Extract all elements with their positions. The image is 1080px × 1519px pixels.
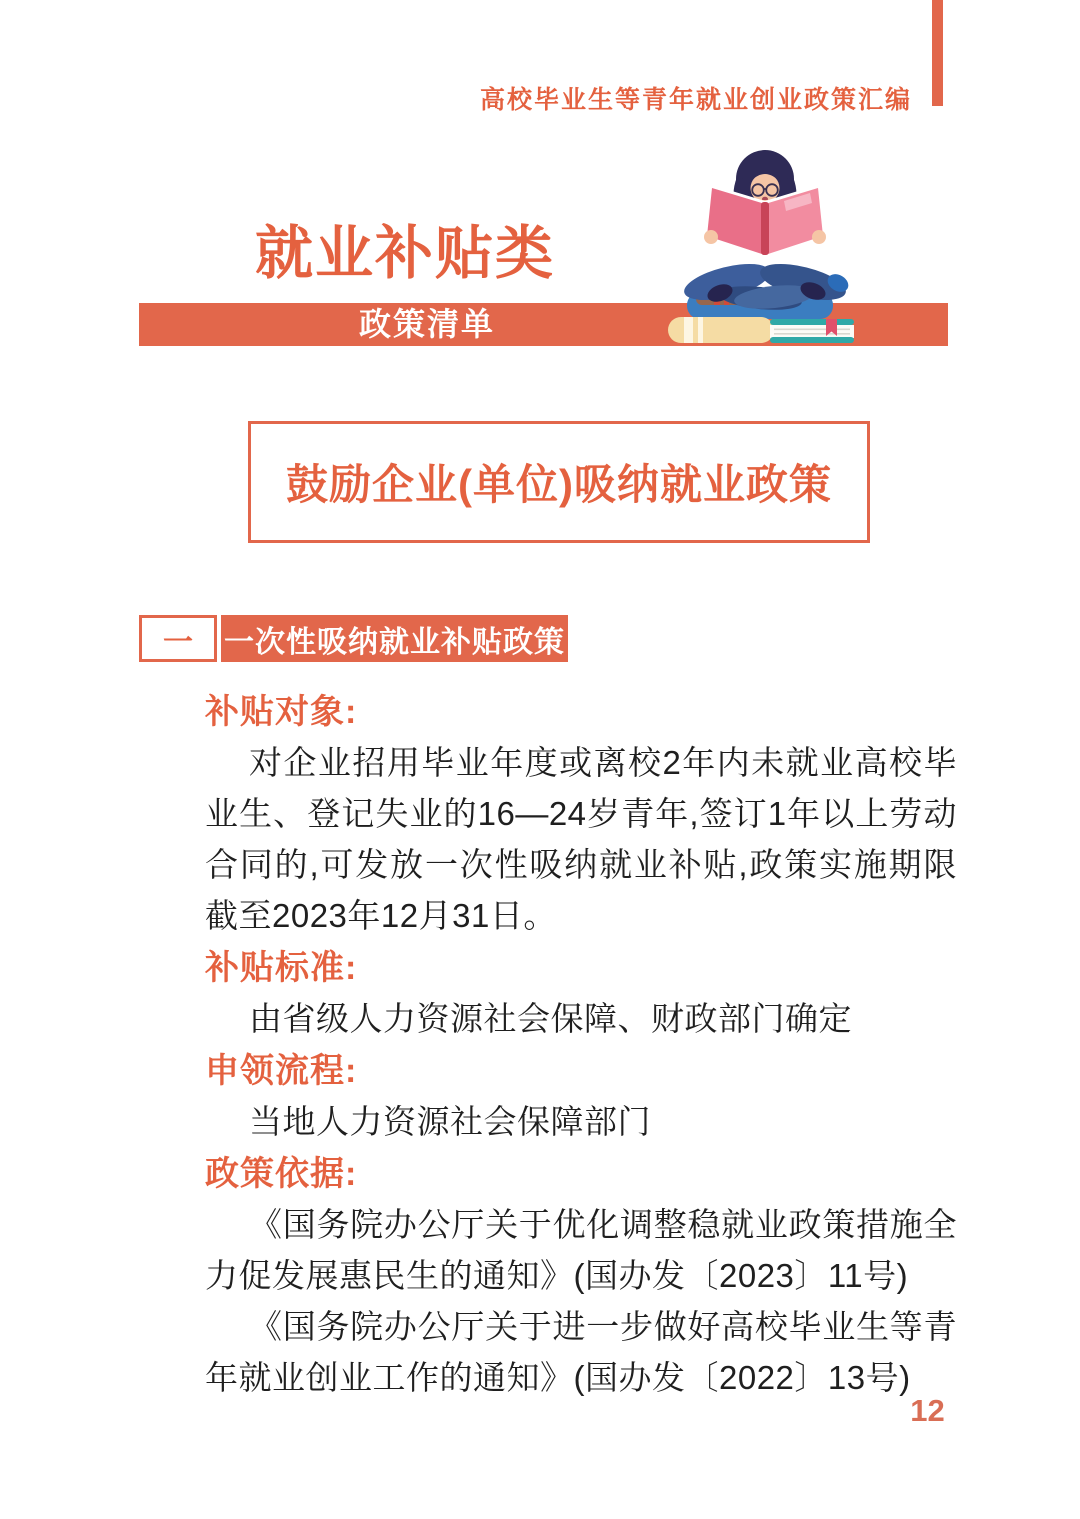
section-title: 一次性吸纳就业补贴政策	[224, 625, 565, 659]
section-index-label: 一	[163, 625, 193, 659]
block-paragraph: 《国务院办公厅关于进一步做好高校毕业生等青年就业创业工作的通知》(国办发〔2022〕13号)	[205, 1308, 957, 1396]
policy-block-target	[205, 693, 957, 941]
policy-banner-label: 政策清单	[358, 306, 495, 342]
reading-girl-illustration	[608, 133, 868, 351]
block-heading: 申领流程:	[205, 1052, 358, 1090]
block-paragraph: 《国务院办公厅关于优化调整稳就业政策措施全力促发展惠民生的通知》(国办发〔2023〕11号)	[205, 1206, 957, 1294]
page-title: 就业补贴类	[254, 221, 555, 286]
block-paragraph: 对企业招用毕业年度或离校2年内未就业高校毕业生、登记失业的16—24岁青年,签订1年以上劳动合同的,可发放一次性吸纳就业补贴,政策实施期限截至2023年12月31日。	[205, 744, 957, 934]
block-paragraph: 由省级人力资源社会保障、财政部门确定	[249, 1000, 852, 1037]
policy-block-standard	[205, 949, 957, 1044]
section-index-box	[139, 615, 217, 662]
policy-block-process	[205, 1052, 957, 1147]
content	[205, 693, 957, 1403]
block-heading: 补贴对象:	[205, 693, 358, 731]
policy-box	[248, 421, 870, 543]
section-title-bar	[221, 615, 568, 662]
policy-box-title: 鼓励企业(单位)吸纳就业政策	[286, 461, 832, 508]
block-paragraph: 当地人力资源社会保障部门	[249, 1103, 651, 1140]
block-heading: 政策依据:	[205, 1155, 358, 1193]
header-accent-bar	[932, 0, 943, 106]
policy-block-basis	[205, 1155, 957, 1403]
header-title: 高校毕业生等青年就业创业政策汇编	[479, 86, 912, 114]
page-number: 12	[910, 1393, 945, 1428]
block-heading: 补贴标准:	[205, 949, 358, 987]
girl-figure	[681, 150, 852, 313]
